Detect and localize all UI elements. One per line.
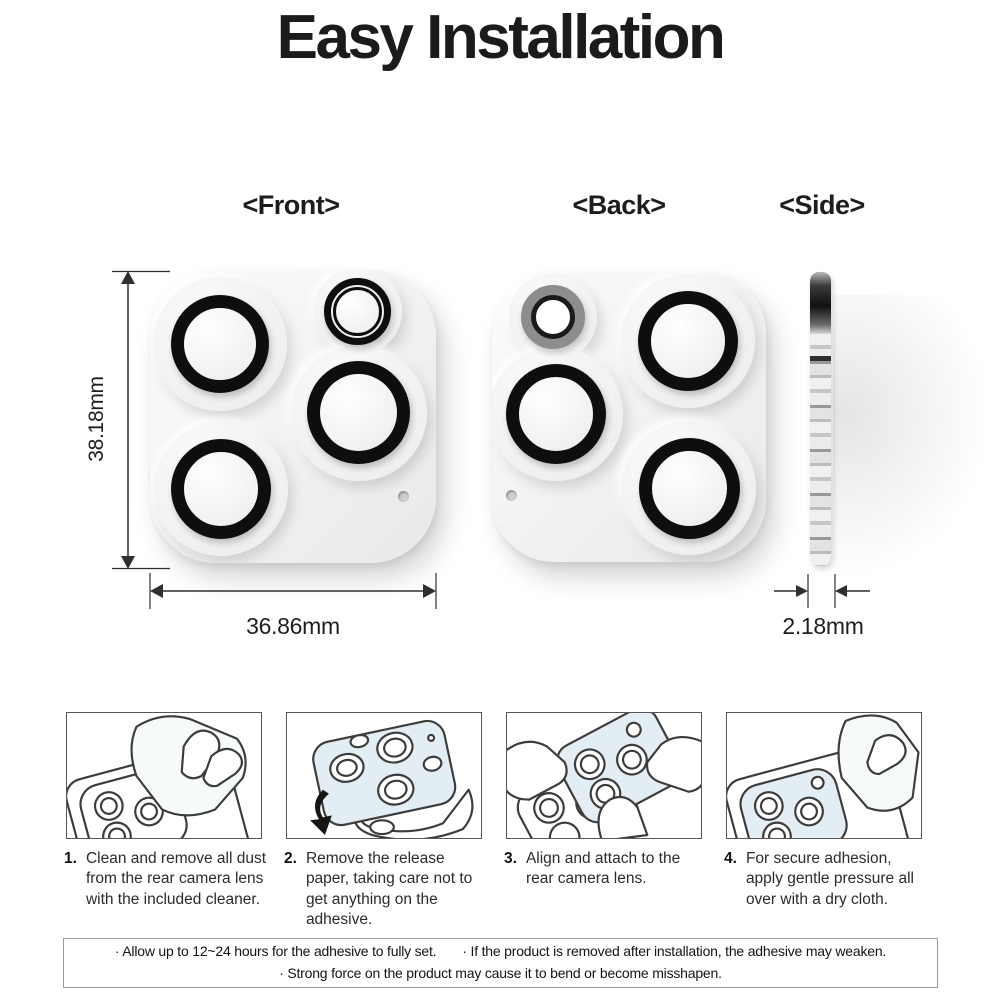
note-strong-force: · Strong force on the product may cause it to bend or become misshapen. — [279, 965, 722, 981]
lens-ring-mid-left — [506, 364, 606, 464]
step-4-number: 4. — [724, 850, 737, 867]
lens-ring-center-right — [307, 361, 410, 464]
notes-line-2 — [279, 963, 722, 985]
step-1-figure — [66, 712, 262, 839]
notes-line-1 — [115, 941, 886, 963]
side-view-soft-shadow — [833, 295, 993, 580]
lens-ring-top-left — [171, 295, 269, 393]
lens-protector-icon — [310, 718, 459, 829]
side-view-strip — [810, 272, 831, 566]
release-paper-peel-icon — [287, 713, 481, 838]
step-2-description: Remove the release paper, taking care not to get anything on the adhesive. — [305, 850, 473, 929]
lens-ring-bottom-right — [639, 438, 740, 539]
front-view-label: <Front> — [242, 190, 340, 220]
side-view-label: <Side> — [779, 190, 865, 220]
back-view-panel — [492, 272, 766, 562]
gray-ring-inner-line — [531, 295, 575, 339]
lens-ring-bottom-left — [171, 439, 271, 539]
side-strip-dark-cap — [810, 272, 831, 334]
front-view-panel — [150, 270, 436, 563]
lens-ring-small-gray — [521, 285, 585, 349]
step-3-description: Align and attach to the rear camera lens. — [525, 850, 681, 888]
lens-ring-top-right — [638, 291, 738, 391]
mic-hole-dot — [506, 490, 517, 501]
width-dimension-label: 36.86mm — [246, 613, 340, 639]
step-2-figure — [286, 712, 482, 839]
height-dimension-label: 38.18mm — [85, 376, 108, 462]
note-adhesive-weaken: · If the product is removed after installation, the adhesive may weaken. — [462, 943, 887, 960]
back-view-label: <Back> — [572, 190, 666, 220]
side-strip-metal-bands — [810, 334, 831, 566]
thickness-dimension-label: 2.18mm — [782, 613, 864, 639]
metal-ring-highlight — [331, 285, 384, 338]
step-3-text — [504, 849, 704, 890]
align-attach-icon — [507, 713, 701, 838]
step-1-number: 1. — [64, 850, 77, 867]
step-3-figure — [506, 712, 702, 839]
step-4-figure — [726, 712, 922, 839]
press-cloth-icon — [727, 713, 921, 838]
step-3-number: 3. — [504, 850, 517, 867]
step-1-description: Clean and remove all dust from the rear camera lens with the included cleaner. — [85, 850, 267, 908]
step-1-text — [64, 849, 266, 910]
notes-box — [63, 938, 938, 988]
step-2-text — [284, 849, 482, 931]
page-title: Easy Installation — [276, 3, 724, 72]
step-4-description: For secure adhesion, apply gentle pressure all over with a dry cloth. — [745, 850, 914, 908]
step-2-number: 2. — [284, 850, 297, 867]
note-adhesive-set: · Allow up to 12~24 hours for the adhesive to fully set. — [114, 943, 437, 960]
phone-cleaning-icon — [67, 713, 261, 838]
mic-hole-dot — [398, 491, 409, 502]
step-4-text — [724, 849, 926, 910]
lens-ring-small-metal — [324, 278, 391, 345]
